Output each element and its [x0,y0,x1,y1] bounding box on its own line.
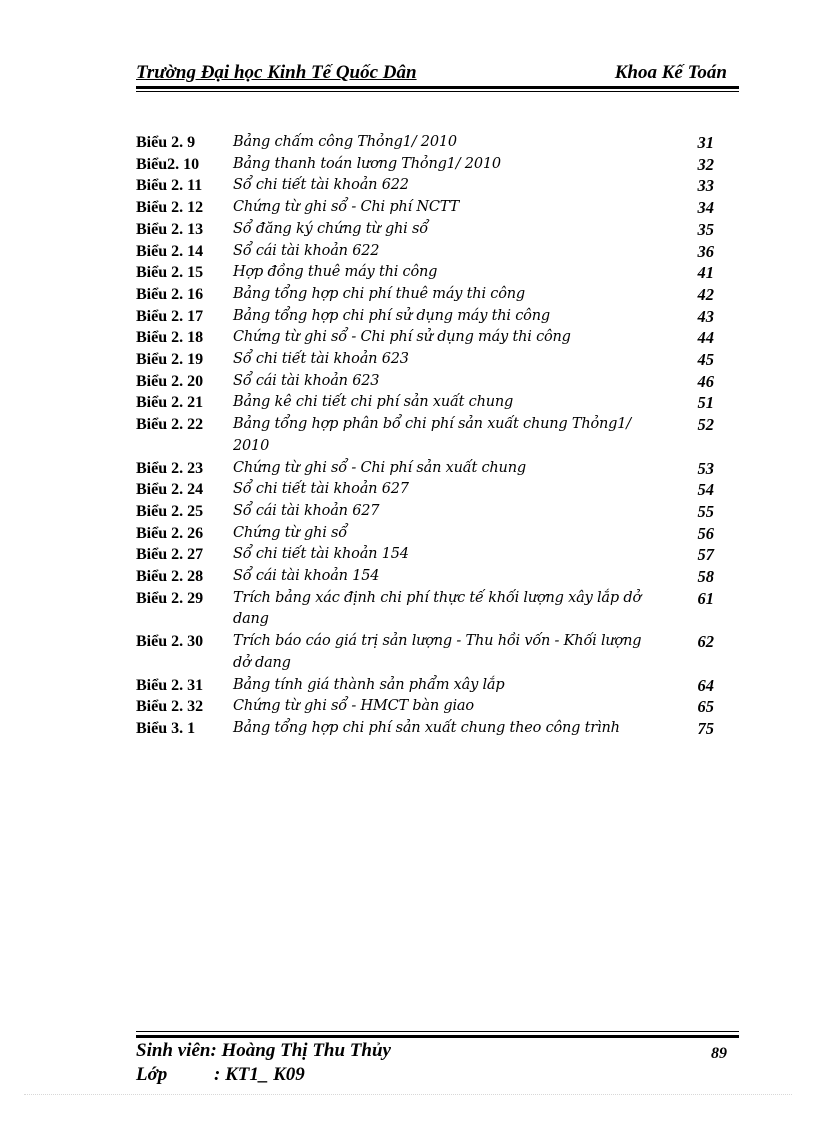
figure-page-number: 43 [697,306,714,326]
figure-title: Chứng từ ghi sổ [233,524,347,541]
toc-row [136,392,726,414]
list-of-figures [136,132,726,740]
toc-row [136,523,726,545]
figure-page-number: 45 [697,350,714,370]
figure-title: Bảng tổng hợp chi phí sử dụng máy thi công [233,307,550,324]
toc-row [136,132,726,154]
faculty-name: Khoa Kế Toán [614,62,727,83]
figure-label: Biểu 2. 27 [136,546,204,564]
toc-row [136,566,726,588]
header-rule-thick [136,86,739,89]
toc-row [136,262,726,284]
figure-label: Biểu 2. 25 [136,502,204,520]
figure-page-number: 62 [697,632,714,652]
toc-row [136,241,726,263]
figure-page-number: 46 [697,371,714,391]
toc-row [136,371,726,393]
toc-row [136,631,726,674]
figure-title: Bảng chấm công Thỏng1/ 2010 [233,134,457,150]
figure-title: Sổ chi tiết tài khoản 154 [233,546,409,563]
figure-label: Biểu 2. 11 [136,177,203,195]
toc-row [136,544,726,566]
figure-label: Biểu 2. 20 [136,372,204,390]
student-name: Sinh viên: Hoàng Thị Thu Thủy [136,1040,391,1061]
toc-row [136,154,726,176]
figure-title: Bảng kê chi tiết chi phí sản xuất chung [233,394,514,411]
toc-row [136,588,726,631]
toc-row [136,718,726,740]
figure-page-number: 31 [697,133,714,152]
page-edge-divider [24,1094,792,1095]
toc-row [136,284,726,306]
toc-row [136,458,726,480]
toc-row [136,501,726,523]
figure-title: Sổ đăng ký chứng từ ghi sổ [233,220,428,237]
figure-label: Biểu 2. 28 [136,568,204,586]
figure-title: Bảng tổng hợp chi phí thuê máy thi công [233,285,525,302]
figure-page-number: 61 [697,588,714,608]
figure-title: Bảng tính giá thành sản phẩm xây lắp [233,676,505,693]
header-rule-thin [136,91,739,92]
class-line [136,1064,305,1086]
figure-page-number: 75 [697,718,714,738]
figure-page-number: 57 [697,545,714,565]
figure-page-number: 51 [697,393,714,413]
figure-label: Biểu 2. 21 [136,394,204,412]
figure-label: Biểu 3. 1 [136,719,196,737]
figure-title: Sổ cái tài khoản 622 [233,242,380,259]
class-key: Lớp [136,1064,168,1085]
figure-page-number: 41 [697,263,714,283]
figure-title: Trích báo cáo giá trị sản lượng - Thu hồi vốn - Khối lượng dở dang [233,633,642,671]
university-name: Trường Đại học Kinh Tế Quốc Dân [136,62,417,83]
toc-row [136,414,726,457]
figure-title: Sổ chi tiết tài khoản 623 [233,351,409,368]
figure-page-number: 58 [697,567,714,587]
footer-rule-thin [136,1031,739,1032]
figure-title: Chứng từ ghi sổ - HMCT bàn giao [233,698,474,715]
figure-title: Bảng tổng hợp chi phí sản xuất chung theo công trình [233,719,620,736]
page-number: 89 [711,1045,727,1062]
figure-title: Sổ chi tiết tài khoản 627 [233,481,409,498]
toc-row [136,327,726,349]
figure-page-number: 54 [697,480,714,500]
figure-label: Biểu 2. 12 [136,199,204,217]
figure-label: Biểu 2. 16 [136,285,204,303]
figure-label: Biểu 2. 29 [136,589,204,607]
toc-row [136,197,726,219]
footer-rule-thick [136,1035,739,1038]
figure-page-number: 55 [697,501,714,521]
toc-row [136,675,726,697]
figure-label: Biểu 2. 15 [136,264,204,282]
figure-label: Biểu 2. 23 [136,459,204,477]
figure-label: Biểu 2. 17 [136,307,204,325]
figure-page-number: 35 [697,219,714,239]
figure-page-number: 33 [697,176,714,196]
figure-label: Biểu 2. 14 [136,242,204,260]
toc-row [136,306,726,328]
figure-label: Biểu 2. 19 [136,351,204,369]
figure-title: Bảng tổng hợp phân bổ chi phí sản xuất chung Thỏng1/ 2010 [233,416,631,454]
figure-label: Biểu 2. 22 [136,416,204,434]
toc-row [136,696,726,718]
figure-page-number: 42 [697,284,714,304]
figure-title: Sổ cái tài khoản 627 [233,502,380,519]
figure-page-number: 64 [697,675,714,695]
figure-title: Sổ cái tài khoản 154 [233,568,380,585]
figure-page-number: 36 [697,241,714,261]
figure-page-number: 44 [697,328,714,348]
figure-label: Biểu 2. 13 [136,220,204,238]
figure-title: Chứng từ ghi sổ - Chi phí sử dụng máy thi công [233,329,571,346]
toc-row [136,175,726,197]
figure-label: Biểu2. 10 [136,155,200,173]
toc-row [136,349,726,371]
figure-page-number: 53 [697,458,714,478]
figure-title: Sổ cái tài khoản 623 [233,372,380,389]
figure-title: Hợp đồng thuê máy thi công [233,264,438,281]
figure-label: Biểu 2. 30 [136,633,204,651]
figure-page-number: 32 [697,154,714,174]
figure-title: Sổ chi tiết tài khoản 622 [233,177,409,194]
figure-page-number: 34 [697,198,714,218]
figure-page-number: 52 [697,415,714,435]
toc-row [136,479,726,501]
figure-title: Chứng từ ghi sổ - Chi phí NCTT [233,199,460,216]
figure-title: Chứng từ ghi sổ - Chi phí sản xuất chung [233,459,526,476]
figure-label: Biểu 2. 18 [136,329,204,347]
figure-label: Biểu 2. 9 [136,134,196,151]
figure-title: Trích bảng xác định chi phí thực tế khối lượng xây lắp dở dang [233,589,641,628]
class-value: : KT1_ K09 [214,1064,305,1085]
page-header [136,62,739,88]
figure-label: Biểu 2. 26 [136,524,204,542]
figure-label: Biểu 2. 32 [136,698,204,716]
figure-title: Bảng thanh toán lương Thỏng1/ 2010 [233,155,501,172]
figure-label: Biểu 2. 31 [136,676,204,694]
toc-row [136,219,726,241]
figure-page-number: 65 [697,697,714,717]
figure-label: Biểu 2. 24 [136,481,204,499]
figure-page-number: 56 [697,523,714,543]
